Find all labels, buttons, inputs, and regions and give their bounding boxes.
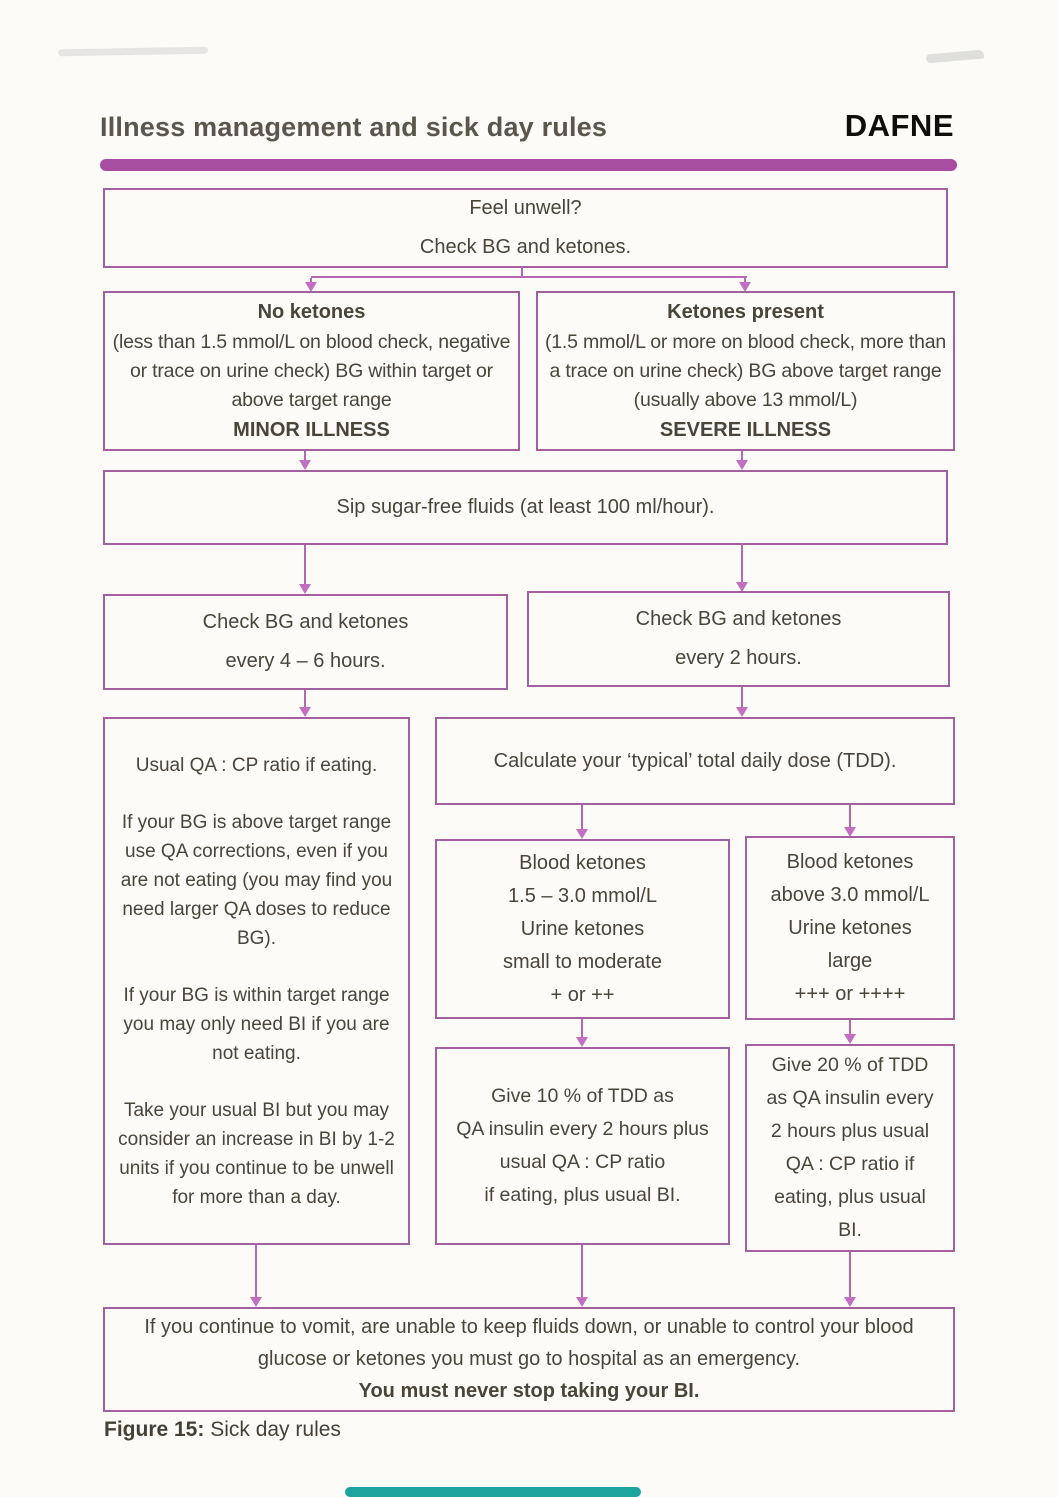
connector-arrow-large-to-give20 [844,1020,856,1044]
flow-box-give-20 [745,1044,955,1252]
figure-caption [104,1418,341,1442]
connector-arrow-check-to-tdd [736,687,748,717]
start-line-1: Feel unwell? [469,197,582,219]
connector-arrow-advice-to-emergency [250,1245,262,1307]
flow-box-no-ketones [103,291,520,451]
ketones-large-line-4: large [827,949,873,972]
give20-line-3: 2 hours plus usual [770,1120,930,1142]
flow-box-tdd [435,717,955,805]
advice-para-1: Usual QA : CP ratio if eating. [135,754,378,776]
no-ketones-severity: MINOR ILLNESS [233,418,390,441]
dafne-logo: DAFNE [844,108,954,143]
connector-arrow-severe-to-fluids [736,451,748,470]
connector-arrow-check-to-advice [299,690,311,717]
no-ketones-body: (less than 1.5 mmol/L on blood check, negative or trace on urine check) BG within target or above target range [112,330,511,411]
ketones-large-line-3: Urine ketones [788,916,912,939]
give20-line-4: QA : CP ratio if [785,1153,915,1175]
connector-arrow-moderate-to-give10 [576,1019,588,1047]
give10-line-3: usual QA : CP ratio [499,1151,666,1173]
connector-arrow-fluids-to-check-minor [299,545,311,594]
ketones-moderate-line-4: small to moderate [503,950,662,973]
check-minor-line-2: every 4 – 6 hours. [225,650,386,672]
connector-arrow-minor-to-fluids [299,451,311,470]
ketones-moderate-line-2: 1.5 – 3.0 mmol/L [508,884,657,907]
flow-box-check-minor [103,594,508,690]
connector-arrow-to-no-ketones [305,278,317,292]
connector-arrow-fluids-to-check-severe [736,543,748,592]
ketones-moderate-line-3: Urine ketones [520,917,645,940]
advice-para-3: If your BG is within target range you may only need BI if you are not eating. [123,984,390,1064]
emergency-emphasis: You must never stop taking your BI. [358,1380,700,1402]
flow-box-start [103,188,948,268]
page-footer-mark [345,1487,641,1497]
give20-line-1: Give 20 % of TDD [771,1054,929,1076]
connector-arrow-give20-to-emergency [844,1252,856,1307]
connector-arrow-tdd-to-large [844,805,856,837]
scan-smudge-right [926,49,985,63]
connector-branch-line [311,276,747,278]
give20-line-2: as QA insulin every [766,1087,934,1109]
ketones-large-line-1: Blood ketones [786,850,914,873]
ketones-present-severity: SEVERE ILLNESS [659,418,832,441]
ketones-present-title: Ketones present [667,300,824,323]
fluids-text: Sip sugar-free fluids (at least 100 ml/hour). [336,496,715,518]
ketones-present-body: (1.5 mmol/L or more on blood check, more than a trace on urine check) BG above target range (usually above 13 mmol/L) [544,330,947,411]
flow-box-fluids [103,470,948,545]
connector-arrow-to-ketones-present [739,278,751,292]
advice-para-4: Take your usual BI but you may consider an increase in BI by 1-2 units if you continue to be unwell for more than a day. [118,1099,395,1208]
header-rule [100,159,957,171]
connector-arrow-give10-to-emergency [576,1245,588,1307]
connector-arrow-tdd-to-moderate [576,805,588,839]
give10-line-2: QA insulin every 2 hours plus [456,1118,709,1140]
figure-caption-label: Figure 15: [104,1418,205,1441]
give20-line-6: BI. [838,1219,862,1241]
check-severe-line-2: every 2 hours. [675,647,802,669]
give10-line-4: if eating, plus usual BI. [484,1184,681,1206]
page-header [100,108,954,144]
flow-box-ketones-large [745,836,955,1020]
advice-para-2: If your BG is above target range use QA corrections, even if you are not eating (you may find you need larger QA doses to reduce BG). [120,811,393,949]
emergency-body: If you continue to vomit, are unable to keep fluids down, or unable to control your blood glucose or ketones you must go to hospital as an emergency. [144,1316,914,1370]
check-severe-line-1: Check BG and ketones [635,608,842,630]
check-minor-line-1: Check BG and ketones [202,611,409,633]
give20-line-5: eating, plus usual [774,1186,926,1208]
figure-caption-text: Sick day rules [204,1418,341,1441]
ketones-moderate-line-1: Blood ketones [519,851,646,874]
give10-line-1: Give 10 % of TDD as [491,1085,674,1107]
tdd-text: Calculate your ‘typical’ total daily dose (TDD). [493,749,897,772]
no-ketones-title: No ketones [257,300,366,323]
flow-box-ketones-moderate [435,839,730,1019]
flow-box-check-severe [527,591,950,687]
start-line-2: Check BG and ketones. [419,236,632,258]
ketones-large-line-2: above 3.0 mmol/L [770,883,930,906]
flow-box-minor-advice [103,717,410,1245]
flow-box-give-10 [435,1047,730,1245]
ketones-large-line-5: +++ or ++++ [794,982,906,1005]
page-title: Illness management and sick day rules [100,112,608,142]
ketones-moderate-line-5: + or ++ [550,983,615,1006]
flow-box-ketones-present [536,291,955,451]
scan-smudge-left [58,47,208,57]
flow-box-emergency [103,1307,955,1412]
